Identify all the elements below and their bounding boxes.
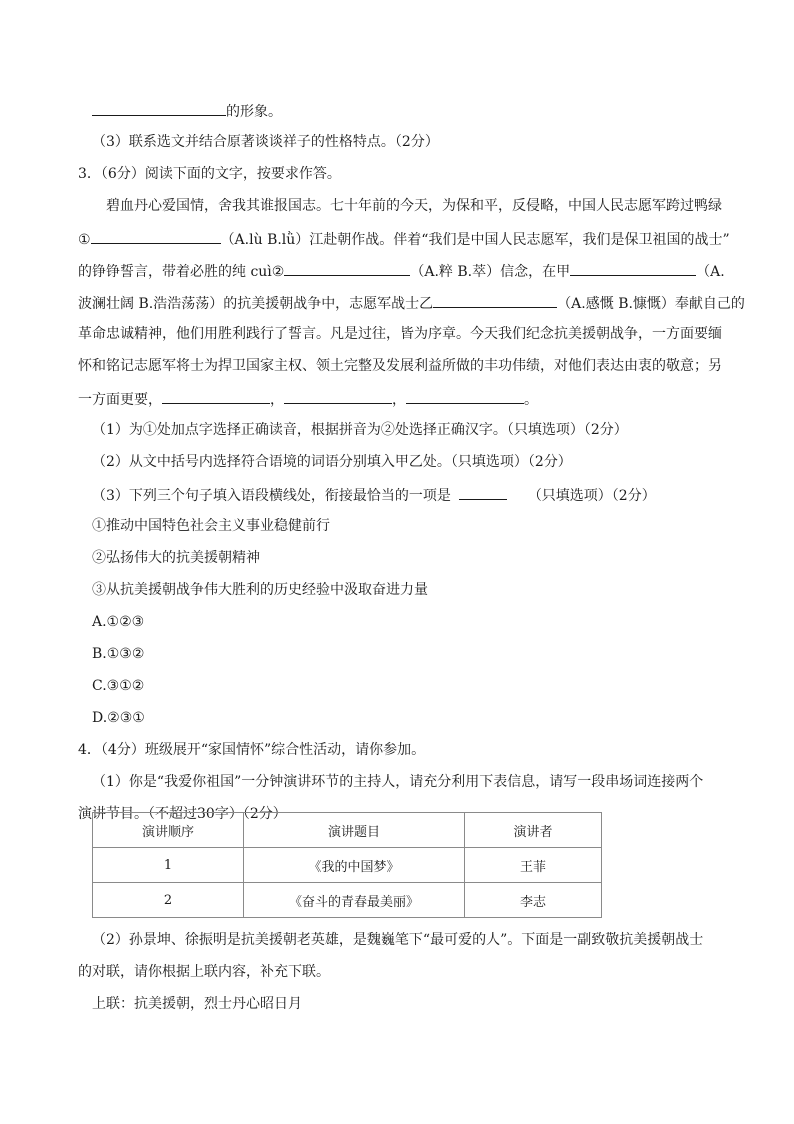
table-row <box>93 883 602 918</box>
table-cell: 《我的中国梦》 <box>244 848 465 883</box>
table-row <box>93 848 602 883</box>
blank-yi[interactable] <box>433 292 557 308</box>
table-header-cell: 演讲题目 <box>244 813 465 848</box>
option-d[interactable]: D.②③① <box>92 710 145 726</box>
q4-header: 4．（4分）班级展开“家国情怀”综合性活动，请你参加。 <box>78 742 426 758</box>
answer-blank-sub3[interactable] <box>459 484 507 500</box>
q3-paragraph-line-2: ① （A.lù B.lǜ）江赴朝作战。伴着“我们是中国人民志愿军，我们是保卫祖国的战士” <box>78 228 730 250</box>
sentence-3: ③从抗美援朝战争伟大胜利的历史经验中汲取奋进力量 <box>92 582 428 598</box>
option-b[interactable]: B.①③② <box>92 646 145 662</box>
table-cell: 2 <box>93 883 244 918</box>
prev-question-blank-line: 的形象。 <box>92 100 282 122</box>
q3-paragraph-line-3: 的铮铮誓言，带着必胜的纯 cuì② （A.粹 B.萃）信念，在甲 （A. <box>78 260 725 282</box>
q3-paragraph-line-5: 革命忠诚精神，他们用胜利践行了誓言。凡是过往，皆为序章。今天我们纪念抗美援朝战争，一方面要缅 <box>78 326 722 342</box>
table-cell: 王菲 <box>465 848 602 883</box>
sentence-2: ②弘扬伟大的抗美援朝精神 <box>92 550 260 566</box>
blank-1[interactable] <box>91 228 221 244</box>
table-header-row <box>93 813 602 848</box>
couplet-upper: 上联：抗美援朝，烈士丹心昭日月 <box>92 996 302 1012</box>
q3-sub2: （2）从文中括号内选择符合语境的词语分别填入甲乙处。（只填选项）（2分） <box>92 454 572 470</box>
fill-blank-b[interactable] <box>284 388 392 404</box>
table-cell: 《奋斗的青春最美丽》 <box>244 883 465 918</box>
option-c[interactable]: C.③①② <box>92 678 145 694</box>
q3-paragraph-line-7: 一方面更要， ， ， 。 <box>78 388 538 410</box>
q4-sub1-line-1: （1）你是“我爱你祖国”一分钟演讲环节的主持人，请充分利用下表信息，请写一段串场词连接两个 <box>92 774 704 790</box>
fill-blank-c[interactable] <box>406 388 524 404</box>
sentence-1: ①推动中国特色社会主义事业稳健前行 <box>92 518 330 534</box>
q3-paragraph-line-1: 碧血丹心爱国情，舍我其谁报国志。七十年前的今天，为保和平，反侵略，中国人民志愿军跨过鸭绿 <box>106 198 722 214</box>
q3-paragraph-line-6: 怀和铭记志愿军将士为捍卫国家主权、领土完整及发展利益所做的丰功伟绩，对他们表达由衷的敬意；另 <box>78 358 722 374</box>
blank-2[interactable] <box>284 260 410 276</box>
table-cell: 李志 <box>465 883 602 918</box>
q3-header: 3．（6分）阅读下面的文字，按要求作答。 <box>78 166 341 182</box>
q3-paragraph-line-4: 波澜壮阔 B.浩浩荡荡）的抗美援朝战争中，志愿军战士乙 （A.感慨 B.慷慨）奉献自己的 <box>78 292 745 314</box>
q4-sub2-line-2: 的对联，请你根据上联内容，补充下联。 <box>78 964 330 980</box>
q4-sub1-line-2: 演讲节目。（不超过30字）（2分） <box>78 806 287 822</box>
option-a[interactable]: A.①②③ <box>92 614 145 630</box>
q2-sub3: （3）联系选文并结合原著谈谈祥子的性格特点。（2分） <box>92 134 439 150</box>
q3-sub1: （1）为①处加点字选择正确读音，根据拼音为②处选择正确汉字。（只填选项）（2分） <box>92 422 628 438</box>
speech-schedule-table <box>92 812 602 918</box>
table-cell: 1 <box>93 848 244 883</box>
q4-sub2-line-1: （2）孙景坤、徐振明是抗美援朝老英雄，是魏巍笔下“最可爱的人”。下面是一副致敬抗美援朝战士 <box>92 932 704 948</box>
blank-jia[interactable] <box>570 260 696 276</box>
table-header-cell: 演讲者 <box>465 813 602 848</box>
answer-blank[interactable] <box>92 100 226 116</box>
q3-sub3: （3）下列三个句子填入语段横线处，衔接最恰当的一项是 （只填选项）（2分） <box>92 484 656 506</box>
table-header-cell: 演讲顺序 <box>93 813 244 848</box>
fill-blank-a[interactable] <box>162 388 270 404</box>
